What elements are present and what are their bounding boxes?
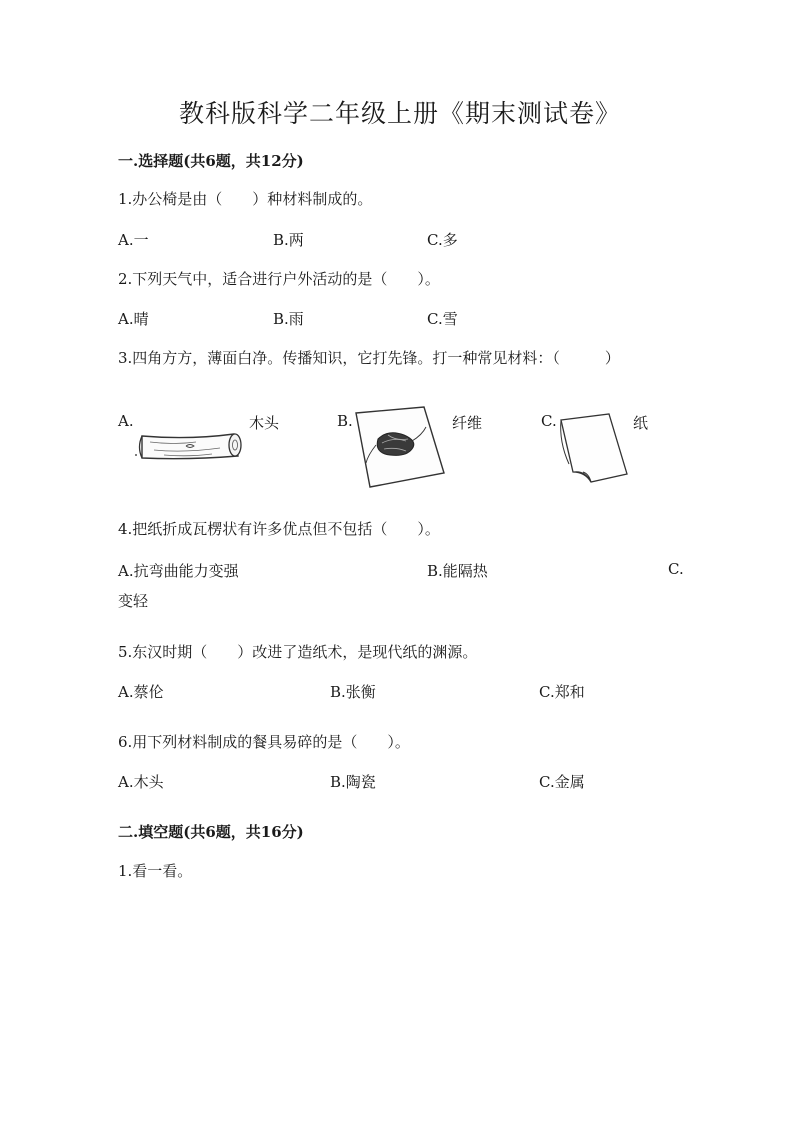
fill-question-1: 1.看一看。 [118,862,193,880]
option-b-caption: 纤维 [452,414,483,432]
option-c-text[interactable]: 变轻 [118,592,149,610]
option-a-caption: 木头 [249,414,280,432]
question-5: 5.东汉时期（ ）改进了造纸术，是现代纸的渊源。 [118,643,478,661]
option-c[interactable]: C. [541,412,557,430]
wood-log-image [134,428,248,464]
option-c-caption: 纸 [633,414,649,432]
option-a[interactable]: A.晴 [118,310,149,328]
option-b[interactable]: B. [337,412,353,430]
section-heading-fill-blank: 二.填空题(共6题，共16分) [118,823,304,841]
option-b[interactable]: B.两 [273,231,304,249]
option-b[interactable]: B.能隔热 [427,562,488,580]
paper-sheet-image [555,412,635,484]
question-3: 3.四角方方，薄面白净。传播知识，它打先锋。打一种常见材料：（ ） [118,349,620,367]
option-b[interactable]: B.张衡 [330,683,376,701]
option-c[interactable]: C.郑和 [539,683,585,701]
option-b[interactable]: B.陶瓷 [330,773,376,791]
option-a[interactable]: A.木头 [118,773,164,791]
option-c[interactable]: C. [668,560,684,578]
page-title: 教科版科学二年级上册《期末测试卷》 [178,99,621,128]
option-c[interactable]: C.多 [427,231,458,249]
question-6: 6.用下列材料制成的餐具易碎的是（ ）。 [118,733,410,751]
option-a[interactable]: A.蔡伦 [118,683,164,701]
fiber-bundle-image [348,405,448,489]
question-2: 2.下列天气中，适合进行户外活动的是（ ）。 [118,270,440,288]
question-4: 4.把纸折成瓦楞状有许多优点但不包括（ ）。 [118,520,440,538]
option-a[interactable]: A.抗弯曲能力变强 [118,562,239,580]
section-heading-choice: 一.选择题(共6题，共12分) [118,152,304,170]
option-a[interactable]: A. [118,412,134,430]
option-c[interactable]: C.雪 [427,310,458,328]
option-c[interactable]: C.金属 [539,773,585,791]
question-1: 1.办公椅是由（ ）种材料制成的。 [118,190,373,208]
option-b[interactable]: B.雨 [273,310,304,328]
option-a[interactable]: A.一 [118,231,149,249]
